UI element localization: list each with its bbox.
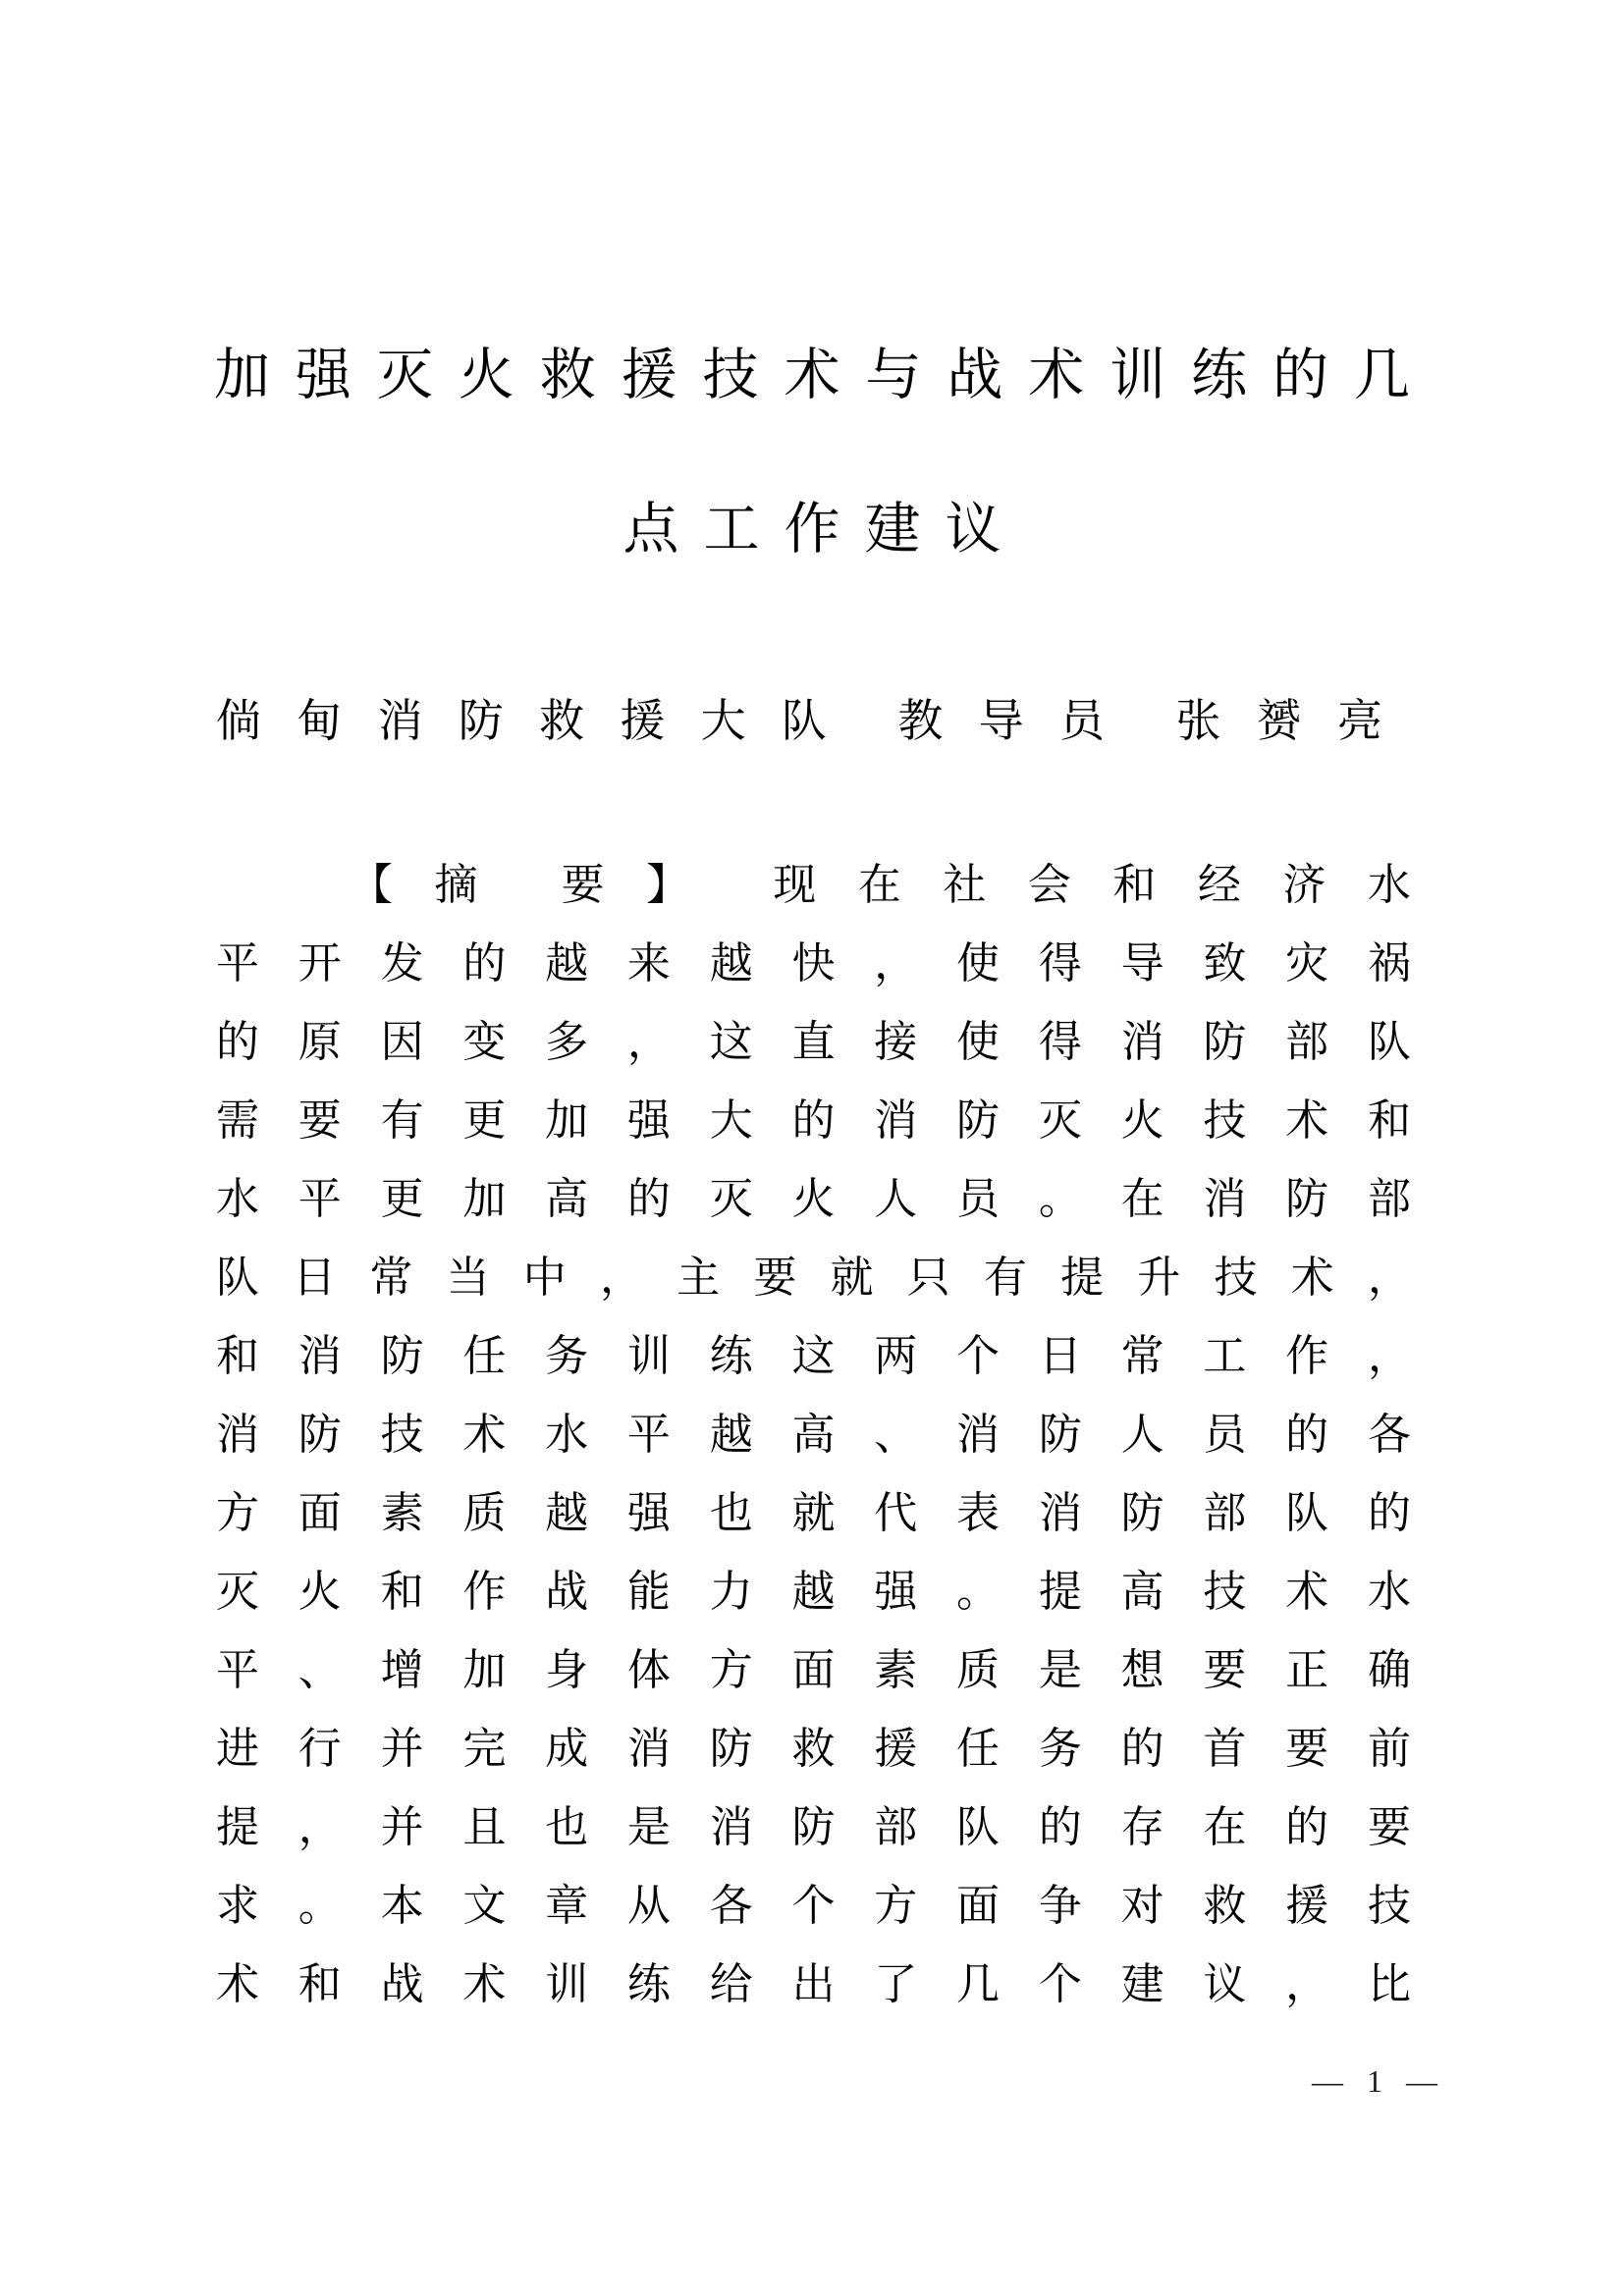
title-line-1: 加 强 灭 火 救 援 技 术 与 战 术 训 练 的 几 [214,343,1410,406]
body-line: 平 、 增 加 身 体 方 面 素 质 是 想 要 正 确 [216,1646,1411,1694]
body-line: 提 ， 并 且 也 是 消 防 部 队 的 存 在 的 要 [216,1803,1411,1851]
body-line: 水 平 更 加 高 的 灭 火 人 员 。 在 消 防 部 [216,1175,1411,1223]
title-line-2: 点工作建议 [623,498,1026,561]
body-line: 方 面 素 质 越 强 也 就 代 表 消 防 部 队 的 [216,1489,1411,1537]
body-line: 平 开 发 的 越 来 越 快 ， 使 得 导 致 灾 祸 [216,939,1411,988]
body-line: 术 和 战 术 训 练 给 出 了 几 个 建 议 ， 比 [216,1960,1411,2008]
body-line: 需 要 有 更 加 强 大 的 消 防 灭 火 技 术 和 [216,1096,1411,1145]
body-line: 队 日 常 当 中 ， 主 要 就 只 有 提 升 技 术 ， [216,1254,1411,1302]
document-title [214,290,1410,610]
body-line: 进 行 并 完 成 消 防 救 援 任 务 的 首 要 前 [216,1725,1411,1773]
body-line: 求 。 本 文 章 从 各 个 方 面 争 对 救 援 技 [216,1882,1411,1930]
body-line: 灭 火 和 作 战 能 力 越 强 。 提 高 技 术 水 [216,1568,1411,1616]
body-line: 消 防 技 术 水 平 越 高 、 消 防 人 员 的 各 [216,1411,1411,1459]
abstract-paragraph [216,841,1411,2019]
body-line: 的 原 因 变 多 ， 这 直 接 使 得 消 防 部 队 [216,1018,1411,1066]
page-number: — 1 — [1312,2063,1445,2099]
byline: 倘 甸 消 防 救 援 大 队 教 导 员 张 赟 亮 [216,695,1382,746]
body-line: 和 消 防 任 务 训 练 这 两 个 日 常 工 作 ， [216,1332,1411,1380]
body-line: 【 摘 要 】 现 在 社 会 和 经 济 水 [350,861,1411,909]
